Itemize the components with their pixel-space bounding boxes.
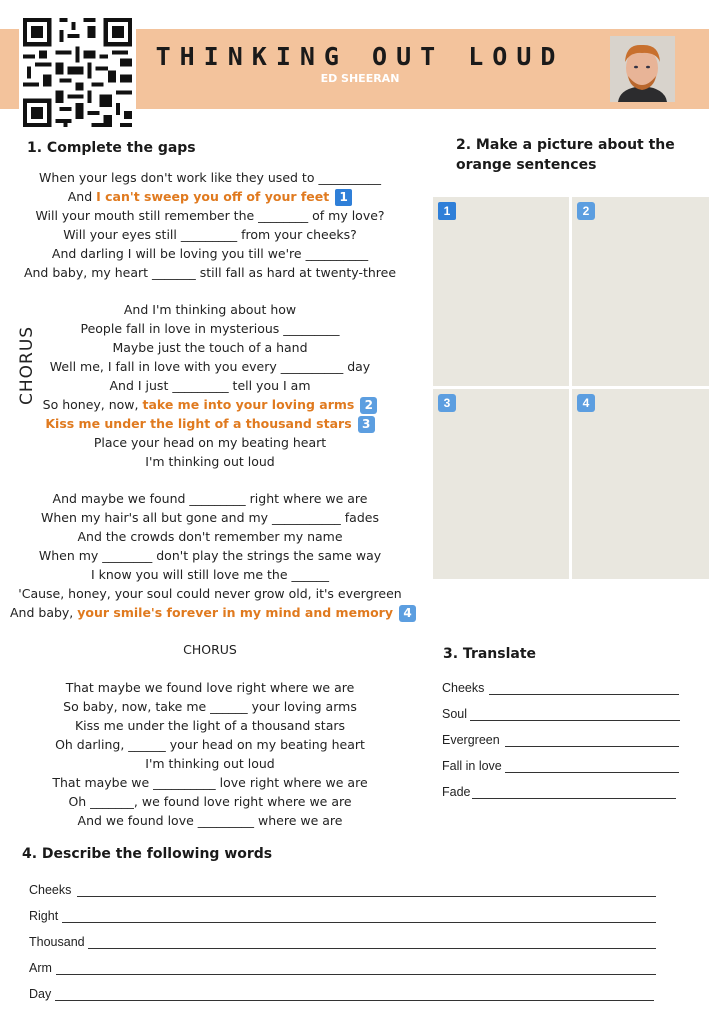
translate-answer-line[interactable] (470, 720, 680, 721)
describe-word: Thousand (29, 935, 85, 949)
verse1-block (10, 168, 410, 282)
chorus-block (10, 300, 410, 471)
section2-heading-line1: 2. Make a picture about the (456, 137, 675, 153)
lyric-line: I'm thinking out loud (145, 454, 275, 469)
lyric-line: And maybe we found _________ right where we are (52, 491, 368, 506)
lyric-line: And baby, my heart _______ still fall as hard at twenty-three (23, 265, 397, 280)
translate-word: Evergreen (442, 733, 500, 747)
picture-grid (433, 197, 709, 579)
number-3-icon: 3 (358, 416, 375, 433)
lyric-line: That maybe we found love right where we are (65, 680, 355, 695)
picture-box-4[interactable] (572, 389, 709, 579)
artist-photo (610, 36, 675, 102)
section2-heading-line2: orange sentences (456, 157, 597, 173)
translate-answer-line[interactable] (505, 772, 679, 773)
lyric-line: Well me, I fall in love with you every __________ day (49, 359, 371, 374)
lyric-line: Maybe just the touch of a hand (112, 340, 308, 355)
describe-word: Arm (29, 961, 52, 975)
describe-answer-line[interactable] (55, 1000, 654, 1001)
lyric-line: I know you will still love me the ______ (90, 567, 330, 582)
lyric-line-orange: Kiss me under the light of a thousand stars 3 (10, 414, 410, 433)
number-1-icon: 1 (438, 202, 456, 220)
picture-box-1[interactable] (433, 197, 569, 386)
describe-answer-line[interactable] (88, 948, 656, 949)
section4-heading: 4. Describe the following words (22, 846, 273, 862)
lyric-line: And I just _________ tell you I am (109, 378, 311, 393)
number-3-icon: 3 (438, 394, 456, 412)
describe-answer-line[interactable] (56, 974, 656, 975)
picture-box-3[interactable] (433, 389, 569, 579)
section3-heading: 3. Translate (443, 646, 537, 662)
lyric-line: 'Cause, honey, your soul could never grow old, it's evergreen (18, 586, 402, 601)
number-2-icon: 2 (577, 202, 595, 220)
number-2-icon: 2 (360, 397, 377, 414)
lyric-line: And darling I will be loving you till we're __________ (51, 246, 369, 261)
lyric-line-orange: And I can't sweep you off of your feet 1 (10, 187, 410, 206)
chorus-repeat-label (10, 640, 410, 659)
describe-word: Day (29, 987, 52, 1001)
lyric-line: So baby, now, take me ______ your loving arms (63, 699, 357, 714)
chorus-label: CHORUS (183, 642, 237, 657)
lyric-line: And we found love _________ where we are (77, 813, 343, 828)
lyric-line: People fall in love in mysterious _________ (80, 321, 340, 336)
translate-answer-line[interactable] (489, 694, 679, 695)
picture-box-2[interactable] (572, 197, 709, 386)
lyric-line: Will your mouth still remember the ________ of my love? (35, 208, 385, 223)
translate-word: Cheeks (442, 681, 485, 695)
translate-answer-line[interactable] (505, 746, 679, 747)
describe-word: Cheeks (29, 883, 72, 897)
lyric-line: When my ________ don't play the strings the same way (38, 548, 382, 563)
lyric-line: I'm thinking out loud (145, 756, 275, 771)
chorus-side-label: CHORUS (17, 325, 37, 405)
lyric-line: Kiss me under the light of a thousand stars (74, 718, 346, 733)
lyric-line: Oh _______, we found love right where we are (68, 794, 352, 809)
translate-word: Fade (442, 785, 471, 799)
translate-word: Soul (442, 707, 468, 721)
translate-word: Fall in love (442, 759, 502, 773)
lyric-line: When my hair's all but gone and my ___________ fades (41, 510, 379, 525)
verse2-block (10, 489, 410, 622)
lyric-line: Will your eyes still _________ from your cheeks? (63, 227, 357, 242)
lyric-line: And the crowds don't remember my name (77, 529, 343, 544)
number-1-icon: 1 (335, 189, 352, 206)
describe-word: Right (29, 909, 59, 923)
lyric-line-orange: And baby, your smile's forever in my mind and memory 4 (10, 603, 410, 622)
lyric-line: Place your head on my beating heart (93, 435, 327, 450)
lyric-line: That maybe we __________ love right where we are (52, 775, 368, 790)
lyric-line: And I'm thinking about how (123, 302, 297, 317)
lyric-line: Oh darling, ______ your head on my beating heart (55, 737, 365, 752)
artist-name: ED SHEERAN (320, 72, 400, 85)
lyric-line: When your legs don't work like they used to __________ (39, 170, 381, 185)
lyric-line-orange: So honey, now, take me into your loving arms 2 (10, 395, 410, 414)
page-title: THINKING OUT LOUD (155, 42, 565, 71)
outro-block (10, 678, 410, 830)
qr-code-icon (19, 14, 136, 131)
translate-answer-line[interactable] (472, 798, 676, 799)
number-4-icon: 4 (577, 394, 595, 412)
describe-answer-line[interactable] (77, 896, 656, 897)
describe-answer-line[interactable] (62, 922, 656, 923)
section1-heading: 1. Complete the gaps (27, 140, 196, 156)
number-4-icon: 4 (399, 605, 416, 622)
